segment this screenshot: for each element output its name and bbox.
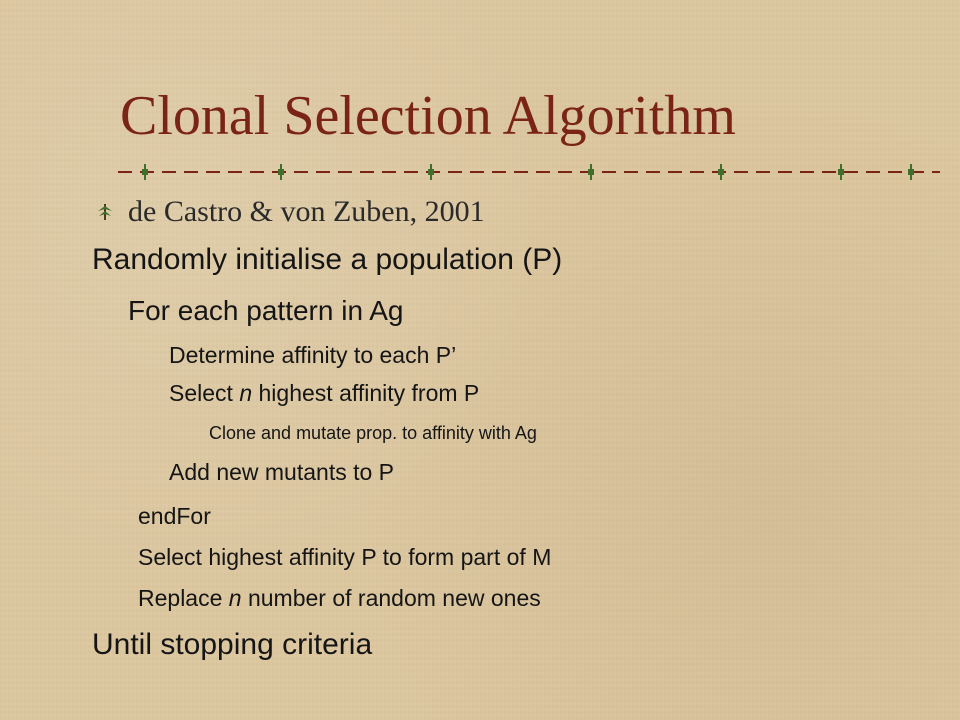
subtitle-row xyxy=(96,192,485,232)
replace-suffix: number of random new ones xyxy=(241,585,541,611)
line-replace-n-number xyxy=(138,587,541,610)
subtitle-text: de Castro & von Zuben, 2001 xyxy=(128,195,485,228)
line-clone-and-mutate: Clone and mutate prop. to affinity with Ag xyxy=(209,423,537,443)
tree-bullet-icon xyxy=(96,203,114,221)
line-randomly-initialise: Randomly initialise a population (P) xyxy=(92,243,563,276)
line-select-highest-affinity: Select highest affinity P to form part of M xyxy=(138,544,552,570)
line-endfor: endFor xyxy=(138,503,211,529)
line-add-new-mutants: Add new mutants to P xyxy=(169,459,395,485)
line-for-each-pattern: For each pattern in Ag xyxy=(128,295,404,326)
line-select-n-highest xyxy=(169,382,479,405)
replace-prefix: Replace xyxy=(138,585,229,611)
select-suffix: highest affinity from P xyxy=(252,380,480,406)
select-n-variable: n xyxy=(239,380,253,406)
line-until-stopping-criteria: Until stopping criteria xyxy=(92,628,373,661)
title-divider xyxy=(118,162,940,182)
replace-n-variable: n xyxy=(228,585,242,611)
slide-title: Clonal Selection Algorithm xyxy=(120,85,736,147)
select-prefix: Select xyxy=(169,380,240,406)
line-determine-affinity: Determine affinity to each P’ xyxy=(169,342,457,368)
